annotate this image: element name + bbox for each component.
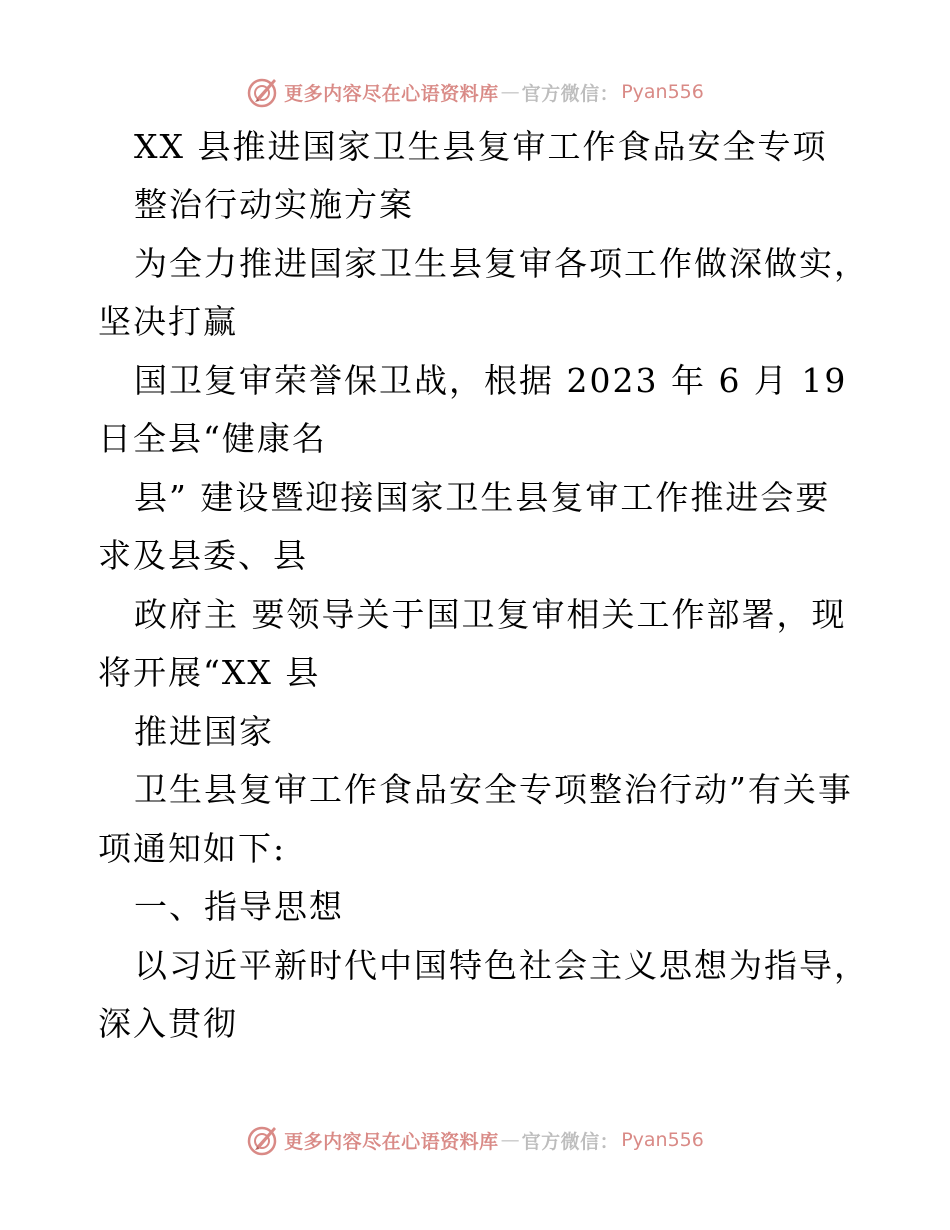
paragraph-line: 日全县“健康名 <box>98 419 327 458</box>
paragraph-line: 推进国家 <box>134 712 274 751</box>
paragraph-line: 国卫复审荣誉保卫战，根据 2023 年 6 月 19 <box>134 361 848 400</box>
watermark-contact-id: Pyan556 <box>621 1129 704 1151</box>
paragraph-line: 县” 建设暨迎接国家卫生县复审工作推进会要 <box>134 478 831 517</box>
paragraph-line: 以习近平新时代中国特色社会主义思想为指导， <box>134 946 869 985</box>
paragraph-line: 深入贯彻 <box>98 1004 238 1043</box>
paragraph-line: 求及县委、县 <box>98 536 308 575</box>
section-heading: 一、指导思想 <box>134 887 344 926</box>
header-watermark <box>0 72 950 112</box>
watermark-separator: — <box>500 81 520 103</box>
paragraph-line: 卫生县复审工作食品安全专项整治行动”有关事 <box>134 770 853 809</box>
footer-watermark <box>0 1120 950 1160</box>
watermark-site-text: 更多内容尽在心语资料库 <box>284 82 499 105</box>
paragraph-line: 项通知如下: <box>98 829 287 868</box>
document-title-line-1: XX 县推进国家卫生县复审工作食品安全专项 <box>134 127 828 166</box>
paragraph-line: 将开展“XX 县 <box>98 653 321 692</box>
quill-logo-icon <box>246 75 280 109</box>
quill-logo-icon <box>246 1123 280 1157</box>
watermark-contact-text: 官方微信： <box>521 1130 620 1153</box>
paragraph-line: 为全力推进国家卫生县复审各项工作做深做实， <box>134 244 869 283</box>
watermark-contact-text: 官方微信： <box>521 82 620 105</box>
watermark-contact-id: Pyan556 <box>621 81 704 103</box>
paragraph-line: 政府主 要领导关于国卫复审相关工作部署，现 <box>134 595 847 634</box>
watermark-site-text: 更多内容尽在心语资料库 <box>284 1130 499 1153</box>
document-title-line-2: 整治行动实施方案 <box>134 185 414 224</box>
paragraph-line: 坚决打赢 <box>98 302 238 341</box>
watermark-separator: — <box>500 1129 520 1151</box>
